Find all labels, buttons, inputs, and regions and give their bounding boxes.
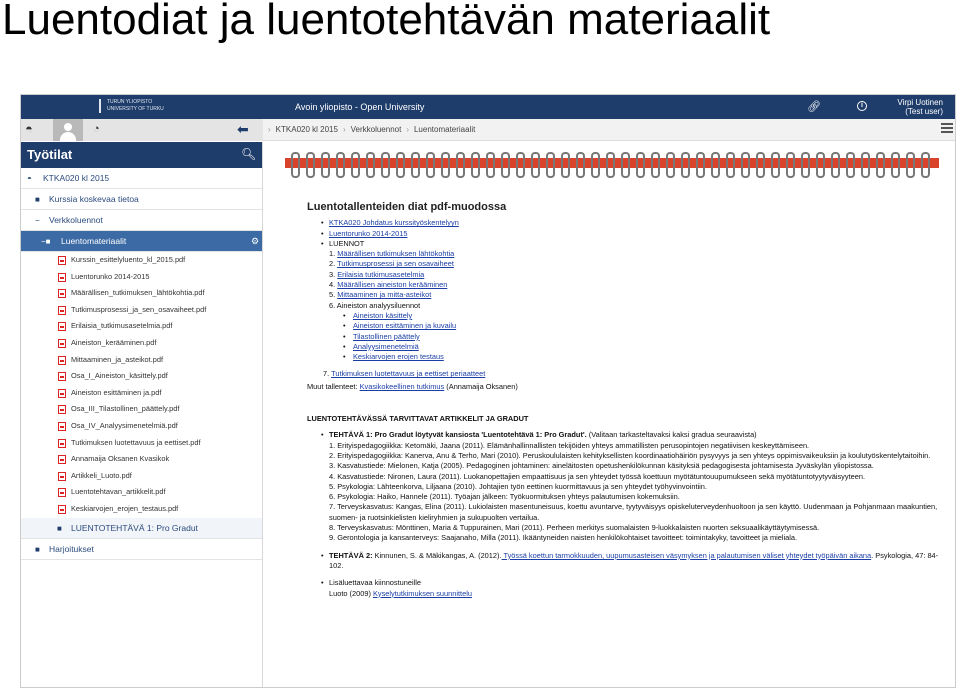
doc-link[interactable]: Työssä koettun tarmokkuuden, uupumusasteisen väsymyksen ja palautumisen väliset yhteydet työpäivän aikana [501,550,872,560]
spiral-ring [861,152,870,178]
task-1-title: TEHTÄVÄ 1: Pro Gradut löytyvät kansiosta 'Luentotehtävä 1: Pro Gradut'. [329,430,587,440]
torch-icon [99,99,105,113]
university-logo[interactable] [107,99,177,113]
spiral-ring [486,152,495,178]
lecture-item [307,280,947,290]
spiral-ring [651,152,660,178]
thesis-item: 1. Erityispedagogiikka: Ketomäki, Jaana (2011). Elämänhallinnallisten tekijöiden yhteys ammatillisten perusopintojen negatiivisen keskeyttämiseen. [329,440,810,450]
pdf-icon [58,273,66,282]
thesis-item: 4. Kasvatustiede: Nironen, Laura (2011). Luokanopettajien empaattisuus ja sen yhteydet työssä koettuun myötätuntouupumukseen sekä myötätuntotyytyväisyyteen. [329,471,866,481]
lecture-item [307,270,947,280]
file-label: Kurssin_esittelyluento_kl_2015.pdf [71,255,186,264]
spiral-ring [921,152,930,178]
spiral-ring [306,152,315,178]
spiral-ring [426,152,435,178]
thesis-item: 7. Terveyskasvatus: Kangas, Elina (2011). Lukiolaisten masentuneisuus, koettu avuntarve, tyytyväisyys opiskeluterveydenhuoltoon ja sen käyttö. Uudenmaan ja Pohjanmaan maakuntien, suomen- ja ruotsinkielisten kieliryhmien ja sukupuolten vertailua. [329,502,938,522]
list-item: • KTKA020 Johdatus kurssityöskentelyyn [321,218,459,228]
file-item[interactable] [21,484,262,501]
sidebar-item-course[interactable] [21,168,262,189]
spiral-ring [576,152,585,178]
pdf-icon [58,472,66,481]
avatar[interactable] [53,119,83,141]
file-item[interactable] [21,318,262,335]
lecture-7-number: 7. [323,369,330,379]
sidebar-item-folder[interactable] [21,210,262,231]
file-item[interactable] [21,285,262,302]
pdf-icon [58,356,66,365]
thesis-list [307,441,947,544]
gear-icon[interactable]: ⚙ [251,236,260,246]
file-item[interactable] [21,352,262,369]
spiral-ring [381,152,390,178]
lecture-number: 4. [329,280,338,290]
sidebar-item-label: Verkkoluennot [49,215,103,225]
lecture-item [307,249,947,259]
spiral-ring [816,152,825,178]
lecture-link[interactable]: Erilaisia tutkimusasetelmia [337,269,425,279]
doc-link[interactable]: Luentorunko 2014-2015 [329,228,408,238]
sublecture-item: • Aineiston esittäminen ja kuvailu [343,321,457,331]
top-bar [21,95,956,119]
spiral-ring [456,152,465,178]
sublecture-link[interactable]: Analyysimenetelmiä [353,341,419,351]
extra-author: Luoto (2009) [329,588,373,598]
speedometer-icon[interactable]: ◔ [93,123,100,135]
task-2-title: TEHTÄVÄ 2: [329,550,373,560]
link-icon[interactable]: 🔗︎ [807,101,821,113]
spiral-ring [891,152,900,178]
thesis-item: 3. Kasvatustiede: Mielonen, Katja (2005). Pedagoginen johtaminen: aineläitosten opetushenkilökunnan käsityksiä pedagogisesta johtamisesta Jyväskylän yliopistossa. [329,461,874,471]
breadcrumb-item[interactable]: Verkkoluennot [350,125,402,134]
breadcrumb-item[interactable]: KTKA020 kl 2015 [275,125,338,134]
pdf-icon [58,289,66,298]
file-item[interactable] [21,269,262,286]
lecture-6: 6. Aineiston analyysiluennot [329,300,421,310]
spiral-ring [876,152,885,178]
file-item[interactable] [21,385,262,402]
spiral-ring [501,152,510,178]
task-2: • TEHTÄVÄ 2: Kinnunen, S. & Mäkikangas, A. (2012). Työssä koettun tarmokkuuden, uupumusasteisen väsymyksen ja palautumisen väliset yhteydet työpäivän aikana. Psykologia, 47: 84-102. [321,550,939,570]
thesis-item: 8. Terveyskasvatus: Mönttinen, Maria & Tuppurainen, Mari (2011). Perheen merkitys suomalaisten 9-luokkalaisten nuorten seksuaalikäyttäytymisessä. [329,523,820,533]
other-recordings [307,382,947,392]
other-label: Muut tallenteet: [307,381,358,391]
spiral-ring [696,152,705,178]
hamburger-menu-icon[interactable] [941,123,953,135]
spiral-ring [606,152,615,178]
spiral-ring [771,152,780,178]
sidebar-item-folder[interactable] [21,189,262,210]
sidebar-item-label: Luentomateriaalit [61,236,127,246]
sublecture-item: • Keskiarvojen erojen testaus [343,352,444,362]
file-label: Artikkeli_Luoto.pdf [71,470,132,480]
other-author: (Annamaija Oksanen) [446,381,518,391]
task-2-ref: Kinnunen, S. & Mäkikangas, A. (2012). [372,550,502,560]
file-list [21,252,262,518]
logo-line2: UNIVERSITY OF TURKU [107,106,164,112]
task-2-tail: . Psykologia, 47: 84-102. [329,550,939,570]
spiral-ring [711,152,720,178]
spiral-ring [471,152,480,178]
spiral-ring [756,152,765,178]
spiral-ring [531,152,540,178]
lecture-link[interactable]: Määrällisen aineiston kerääminen [337,280,448,290]
lecture-7 [307,369,947,379]
info-icon[interactable]: i [857,101,867,111]
lecture-link[interactable]: Tutkimusprosessi ja sen osavaiheet [337,259,454,269]
list-item: • LUENNOT [321,238,365,248]
sidebar-item-label: KTKA020 kl 2015 [43,173,110,183]
user-role: (Test user) [905,107,943,116]
sidebar-item-label: Kurssia koskevaa tietoa [49,194,139,204]
pdf-icon [58,488,66,497]
file-label: Aineiston_kerääminen.pdf [71,337,157,347]
pdf-icon [58,339,66,348]
file-item[interactable] [21,468,262,485]
spiral-binding-banner [285,150,939,186]
sidebar-item-label: LUENTOTEHTÄVÄ 1: Pro Gradut [71,522,198,533]
logo-line1: TURUN YLIOPISTO [107,99,153,105]
sublecture-item: • Aineiston käsittely [343,310,413,320]
spiral-ring [291,152,300,178]
back-arrow-icon[interactable]: ⬅ [237,121,249,137]
file-label: Osa_I_Aineiston_käsittely.pdf [71,371,168,381]
sidebar-item-folder[interactable] [21,539,262,560]
pdf-icon [58,455,66,464]
file-label: Tutkimusprosessi_ja_sen_osavaiheet.pdf [71,304,207,314]
luennot-label: LUENNOT [329,238,365,248]
lecture-item [307,290,947,300]
thesis-item: 9. Gerontologia ja kansanterveys: Saajanaho, Milla (2011). Ikääntyneiden naisten henkilökohtaiset tavoitteet: toimintakyky, tavoitteet ja mieliala. [329,533,798,543]
spiral-ring [336,152,345,178]
spiral-ring [846,152,855,178]
file-label: Luentotehtavan_artikkelit.pdf [71,487,166,497]
list-item: • Luentorunko 2014-2015 [321,228,408,238]
spiral-ring [831,152,840,178]
spiral-ring [591,152,600,178]
lecture-item [307,259,947,269]
spiral-ring [366,152,375,178]
file-item[interactable] [21,435,262,452]
spiral-ring [786,152,795,178]
folder-icon: ■ [35,544,40,554]
spiral-ring [516,152,525,178]
document [307,202,947,599]
screenshot-frame [20,94,956,688]
lecture-link[interactable]: Määrällisen tutkimuksen lähtökohtia [337,249,455,259]
file-item[interactable] [21,368,262,385]
pdf-icon [58,322,66,331]
task-1: • TEHTÄVÄ 1: Pro Gradut löytyvät kansiosta 'Luentotehtävä 1: Pro Gradut'. (Valitaan tarkasteltavaksi kaksi gradua seuraavista) [321,430,757,440]
lecture-number: 3. [329,269,338,279]
sublecture-link[interactable]: Aineiston esittäminen ja kuvailu [353,321,457,331]
file-item[interactable] [21,451,262,468]
spiral-ring [906,152,915,178]
file-item[interactable] [21,302,262,319]
lecture-number: 2. [329,259,338,269]
sublecture-link[interactable]: Tilastollinen päättely [353,331,420,341]
file-label: Osa_IV_Analyysimenetelmiä.pdf [71,420,178,430]
spiral-ring [621,152,630,178]
user-name: Virpi Uotinen [897,98,943,107]
sidebar-item-label: Harjoitukset [49,543,94,554]
file-label: Osa_III_Tilastollinen_päättely.pdf [71,404,180,414]
file-item[interactable] [21,418,262,435]
breadcrumb: › KTKA020 kl 2015 › Verkkoluennot › Luentomateriaalit [268,125,476,134]
pdf-icon [58,372,66,381]
toolbar-left [21,119,263,141]
sublecture-item: • Analyysimenetelmiä [343,341,419,351]
sublecture-link[interactable]: Keskiarvojen erojen testaus [353,352,444,362]
file-label: Aineiston esittäminen ja.pdf [71,387,162,397]
extra-reference [307,589,947,599]
dashboard-icon[interactable]: ◓ [25,121,33,136]
pdf-icon [58,306,66,315]
sub-toolbar [21,119,956,141]
articles-heading: LUENTOTEHTÄVÄSSÄ TARVITTAVAT ARTIKKELIT JA GRADUT [307,414,529,424]
spiral-ring [636,152,645,178]
spiral-ring [411,152,420,178]
content-area [285,142,956,688]
file-label: Määrällisen_tutkimuksen_lähtökohtia.pdf [71,288,205,298]
sidebar-item-folder[interactable] [21,518,262,539]
search-icon[interactable]: 🔍︎ [241,147,257,161]
extra-label: Lisäluettavaa kiinnostuneille [329,578,422,588]
pdf-icon [58,439,66,448]
file-item[interactable] [21,401,262,418]
spiral-ring [561,152,570,178]
folder-icon: ■ [57,523,62,533]
spiral-ring [546,152,555,178]
file-label: Tutkimuksen luotettavuus ja eettiset.pdf [71,437,201,447]
sidebar [21,142,263,688]
spiral-ring [681,152,690,178]
pdf-icon [58,422,66,431]
spiral-ring [396,152,405,178]
lecture-number: 5. [329,290,338,300]
file-label: Erilaisia_tutkimusasetelmia.pdf [71,321,173,331]
breadcrumb-item[interactable]: Luentomateriaalit [413,125,476,134]
pdf-icon [58,405,66,414]
spiral-ring [801,152,810,178]
thesis-item: 5. Psykologia: Lähteenkorva, Liljaana (2010). Johtajien työn eettinen kuormittavuus ja sen yhteydet työhyvinvointiin. [329,481,707,491]
sidebar-title: Työtilat [27,147,73,162]
thesis-item: 2. Erityispedagogiikka: Kanerva, Anu & Terho, Mari (2010). Peruskoululaisten kehityksellisten koordinaatiohäiriön pysyvyys ja sen yhteys oppimisvaikeuksiin ja koulutyöskentelytaitoihin. [329,450,931,460]
sidebar-item-folder-active[interactable] [21,231,262,252]
task-1-note: (Valitaan tarkasteltavaksi kaksi gradua seuraavista) [586,430,757,440]
doc-link[interactable]: Tutkimuksen luotettavuus ja eettiset periaatteet [331,369,486,379]
app-title: Avoin yliopisto - Open University [295,102,425,112]
pdf-icon [58,389,66,398]
doc-link[interactable]: KTKA020 Johdatus kurssityöskentelyyn [329,218,459,228]
thesis-item: 6. Psykologia: Haiko, Hannele (2011). Työajan jälkeen: Työkuormituksen yhteys palautumisen kokemuksiin. [329,492,680,502]
file-label: Luentorunko 2014-2015 [71,271,150,281]
spiral-ring [321,152,330,178]
doc-heading: Luentotallenteiden diat pdf-muodossa [307,201,507,213]
workspace-icon: ◓ [27,174,32,183]
pdf-icon [58,256,66,265]
spiral-ring [741,152,750,178]
sublecture-link[interactable]: Aineiston käsittely [353,310,413,320]
sublecture-item: • Tilastollinen päättely [343,331,420,341]
spiral-ring [666,152,675,178]
slide-title: Luentodiat ja luentotehtävän materiaalit [2,0,771,44]
sidebar-header [21,142,262,168]
sublecture-list [307,311,947,362]
doc-link[interactable]: Kyselytutkimuksen suunnittelu [372,588,472,598]
lecture-list [307,249,947,300]
spiral-ring [351,152,360,178]
doc-link[interactable]: Kvasikokeellinen tutkimus [359,381,445,391]
folder-open-icon: − [35,216,40,225]
lecture-link[interactable]: Mittaaminen ja mitta-asteikot [337,290,432,300]
file-label: Mittaaminen_ja_asteikot.pdf [71,354,164,364]
file-item[interactable] [21,501,262,518]
folder-icon: ■ [35,195,40,204]
extra-reading: • Lisäluettavaa kiinnostuneille [321,578,422,588]
pdf-icon [58,505,66,514]
file-label: Keskiarvojen_erojen_testaus.pdf [71,503,179,513]
file-item[interactable] [21,252,262,269]
file-item[interactable] [21,335,262,352]
user-menu[interactable] [893,98,943,116]
spiral-ring [726,152,735,178]
folder-open-icon: −■ [41,237,51,246]
spiral-ring [441,152,450,178]
lecture-number: 1. [329,249,338,259]
file-label: Annamaija Oksanen Kvasikok [71,454,170,464]
